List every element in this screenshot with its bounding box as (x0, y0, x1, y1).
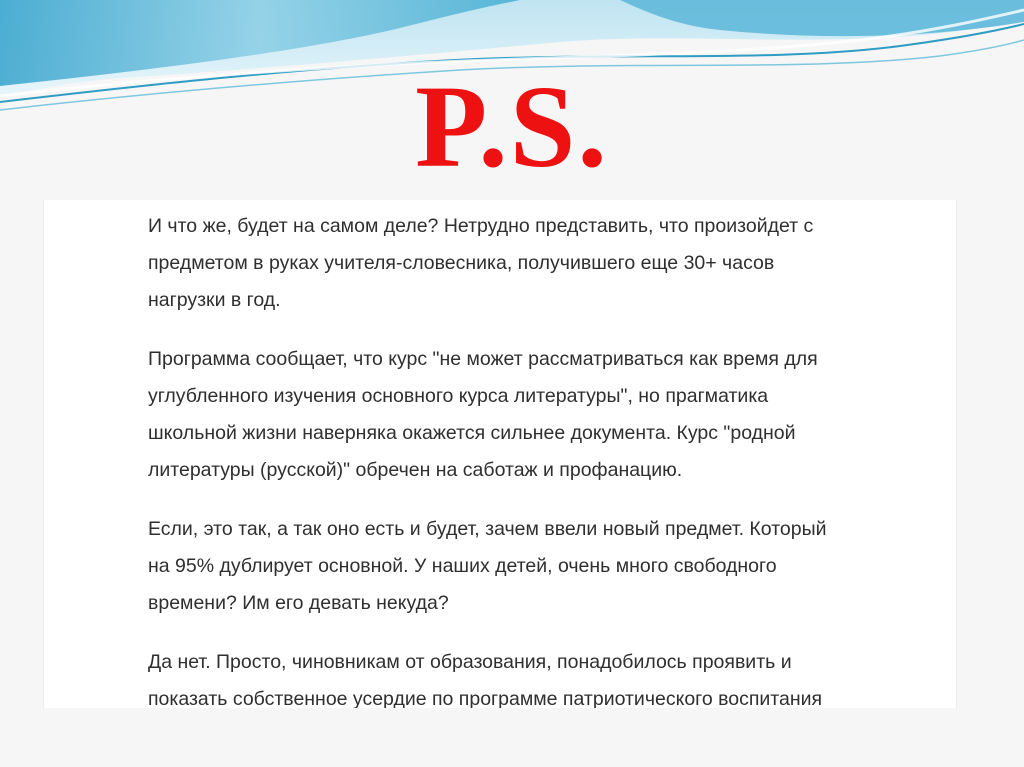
text-line: И что же, будет на самом деле? Нетрудно представить, что произойдет с (148, 215, 814, 237)
paragraph-2 (148, 341, 938, 489)
text-line: школьной жизни наверняка окажется сильнее документа. Курс "родной (148, 422, 796, 444)
paragraph-4 (148, 644, 938, 708)
text-line: времени? Им его девать некуда? (148, 592, 449, 614)
text-line: углубленного изучения основного курса литературы", но прагматика (148, 385, 769, 407)
article-screenshot (43, 200, 957, 708)
text-line: Программа сообщает, что курс "не может рассматриваться как время для (148, 348, 818, 370)
text-line: Если, это так, а так оно есть и будет, зачем ввели новый предмет. Который (148, 518, 827, 540)
text-line: Да нет. Просто, чиновникам от образования, понадобилось проявить и (148, 651, 792, 673)
text-line: на 95% дублирует основной. У наших детей, очень много свободного (148, 555, 777, 577)
paragraph-1 (148, 208, 938, 319)
text-line: нагрузки в год. (148, 289, 281, 311)
text-line: литературы (русской)" обречен на саботаж и профанацию. (148, 459, 683, 481)
slide-title: P.S. (415, 61, 609, 192)
article-text (148, 208, 938, 708)
text-line: предметом в руках учителя-словесника, получившего еще 30+ часов (148, 252, 775, 274)
text-line: показать собственное усердие по программе патриотического воспитания (148, 688, 823, 708)
paragraph-3 (148, 511, 938, 622)
